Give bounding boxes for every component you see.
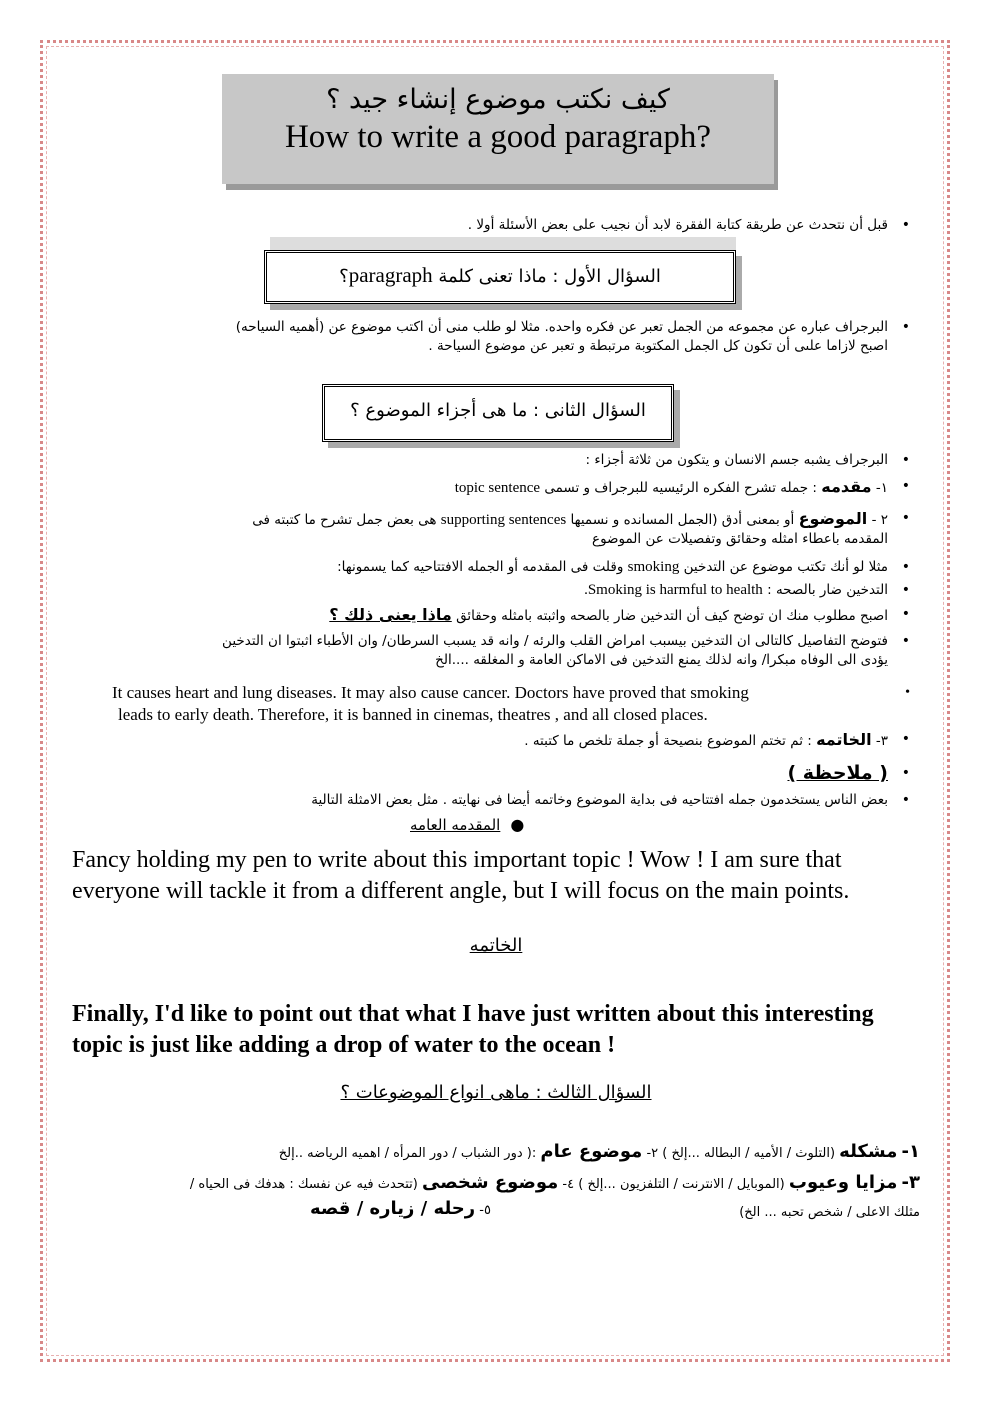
example-3-a: اصبح مطلوب منك ان توضح كيف أن التدخين ضار بالصحه واثبته بامثله وحقائق <box>456 608 888 624</box>
type-5 <box>310 1196 491 1224</box>
part-2-text-2: هى بعض جمل تشرح ما كتبته فى <box>252 512 437 528</box>
part-2-bullet <box>104 509 888 549</box>
part-1-text: : جمله تشرح الفكره الرئيسيه للبرجراف و تسمى <box>544 480 817 496</box>
type-4-text: (تتحدث فيه عن نفسك : هدفك فى الحياه / <box>189 1177 418 1192</box>
conclusion-text: Finally, I'd like to point out that what I have just written about this interesting topic is just like adding a drop of water to the ocean ! <box>72 1001 874 1058</box>
english-example-bullet <box>112 682 888 726</box>
types-line-3 <box>739 1200 920 1226</box>
example-1-a: مثلا لو أنك تكتب موضوع عن التدخين <box>683 559 888 575</box>
type-2-key: موضوع عام <box>540 1141 643 1162</box>
parts-intro: البرجراف يشبه جسم الانسان و يتكون من ثلاثة أجزاء : <box>585 452 888 468</box>
general-intro-dot: ● <box>510 815 525 834</box>
part-2-english: supporting sentences <box>440 512 567 528</box>
part-2-key: الموضوع <box>798 509 868 528</box>
note-text-bullet <box>311 791 888 810</box>
type-4-line-2: مثلك الاعلى / شخص تحبه ... الخ) <box>739 1205 920 1220</box>
part-2-number: ٢ - <box>871 512 888 528</box>
note-bullet <box>787 760 888 786</box>
part-3-text: : ثم تختم الموضوع بنصيحة أو جملة تلخص ما كتبته . <box>524 733 812 749</box>
part-3-key: الخاتمه <box>816 730 872 749</box>
q1-answer-line-1: البرجراف عباره عن مجموعه من الجمل تعبر عن فكره واحده. مثلا لو طلب منى أن اكتب موضوع عن (أهميه السياحه) <box>235 319 888 335</box>
type-5-number: ٥- <box>479 1203 491 1218</box>
english-example-line-1: It causes heart and lung diseases. It may also cause cancer. Doctors have proved that smoking <box>112 683 749 702</box>
type-3-key: مزايا وعيوب <box>788 1172 898 1193</box>
type-1-number: ١- <box>901 1141 920 1162</box>
example-3-b: ماذا يعنى ذلك ؟ <box>329 605 452 624</box>
part-1-number: ١- <box>875 480 888 496</box>
q2-text: السؤال الثانى : ما هى أجزاء الموضوع ؟ <box>350 400 646 421</box>
general-intro-label: المقدمه العامه <box>410 816 501 834</box>
q1-answer-line-2: اصبح لازاما علىى أن تكون كل الجمل المكتوبة مرتبطة و تعبر عن موضوع السياحة . <box>428 338 888 354</box>
question-1-box <box>264 250 736 304</box>
title-box <box>222 74 774 184</box>
part-3-number: ٣- <box>875 733 888 749</box>
part-2-text: أو بمعنى أدق (الجمل المسانده و نسميها <box>570 512 795 528</box>
example-1-b: وقلت فى المقدمه أو الجمله الافتتاحيه كما يسمونها: <box>337 559 624 575</box>
part-3-bullet <box>524 730 888 751</box>
note-text: بعض الناس يستخدمون جمله افتتاحيه فى بداية الموضوع وخاتمه أيضا فى نهايته . مثل بعض الامثلة التالية <box>311 792 888 808</box>
intro-bullet <box>468 216 888 235</box>
example-4-line-1: فتوضح التفاصيل كالتالى ان التدخين بيسبب امراض القلب والرئه / وانه قد يسبب السرطان/ وان الأطباء اثبتوا ان التدخين <box>222 633 888 649</box>
q3-text: السؤال الثالث : ماهى انواع الموضوعات ؟ <box>340 1082 652 1103</box>
conclusion-label: الخاتمه <box>469 935 523 956</box>
q1-shadow <box>270 237 736 251</box>
english-example-line-2: leads to early death. Therefore, it is banned in cinemas, theatres , and all closed places. <box>118 705 708 724</box>
example-4-bullet <box>104 632 888 670</box>
type-3-number: ٣- <box>901 1172 920 1193</box>
q1-answer-bullet <box>100 318 888 356</box>
example-1-bullet <box>337 558 888 577</box>
part-1-key: مقدمه <box>821 477 872 496</box>
general-intro-heading <box>410 815 524 834</box>
types-line-1 <box>279 1138 920 1168</box>
type-4-key: موضوع شخصى <box>421 1172 559 1193</box>
parts-intro-bullet <box>585 451 888 470</box>
example-1-english: smoking <box>627 559 680 575</box>
type-5-key: رحله / زياره / قصه <box>310 1198 476 1219</box>
example-4-line-2: يؤدى الى الوفاه مبكرا/ وانه لذلك يمنع التدخين فى الاماكن العامة و المغلقه ....الخ <box>435 652 888 668</box>
type-3-text: (الموبايل / الانترنت / التلفزيون ...إلخ ) <box>578 1177 785 1192</box>
example-3-bullet <box>329 605 888 626</box>
title-english: How to write a good paragraph? <box>284 119 712 155</box>
part-1-bullet <box>455 477 888 498</box>
example-2-bullet <box>584 581 888 600</box>
conclusion-heading <box>0 935 992 956</box>
q1-english: paragraph <box>348 263 433 287</box>
part-2-line-2: المقدمه باعطاء امثله وحقائق وتفصيلات عن الموضوع <box>592 531 888 547</box>
type-4-number: ٤- <box>562 1177 575 1192</box>
note-title: ( ملاحظة ) <box>787 762 888 784</box>
example-2-arabic: التدخين ضار بالصحه : <box>767 582 888 598</box>
part-1-english: topic sentence <box>454 480 541 496</box>
types-line-2 <box>190 1170 920 1198</box>
type-2-text: :( دور الشباب / دور المرأه / اهميه الرياضه ..إلخ <box>278 1146 537 1161</box>
type-1-key: مشكله <box>839 1141 898 1162</box>
question-3 <box>0 1082 992 1103</box>
intro-text: قبل أن نتحدث عن طريقة كتابة الفقرة لابد أن نجيب على بعض الأسئلة أولا . <box>467 217 888 233</box>
general-intro-text: Fancy holding my pen to write about this important topic ! Wow ! I am sure that everyone will tackle it from a different angle, but I will focus on the main points. <box>72 847 850 904</box>
question-2-box <box>322 384 674 442</box>
example-2-english: Smoking is harmful to health. <box>584 582 763 598</box>
type-1-text: (التلوث / الأميه / البطاله ...إلخ ) <box>662 1146 836 1161</box>
q1-end: ؟ <box>339 266 349 287</box>
q1-arabic: السؤال الأول : ماذا تعنى كلمة <box>438 266 661 287</box>
title-arabic: كيف نكتب موضوع إنشاء جيد ؟ <box>326 84 670 115</box>
type-2-number: ٢- <box>646 1146 659 1161</box>
